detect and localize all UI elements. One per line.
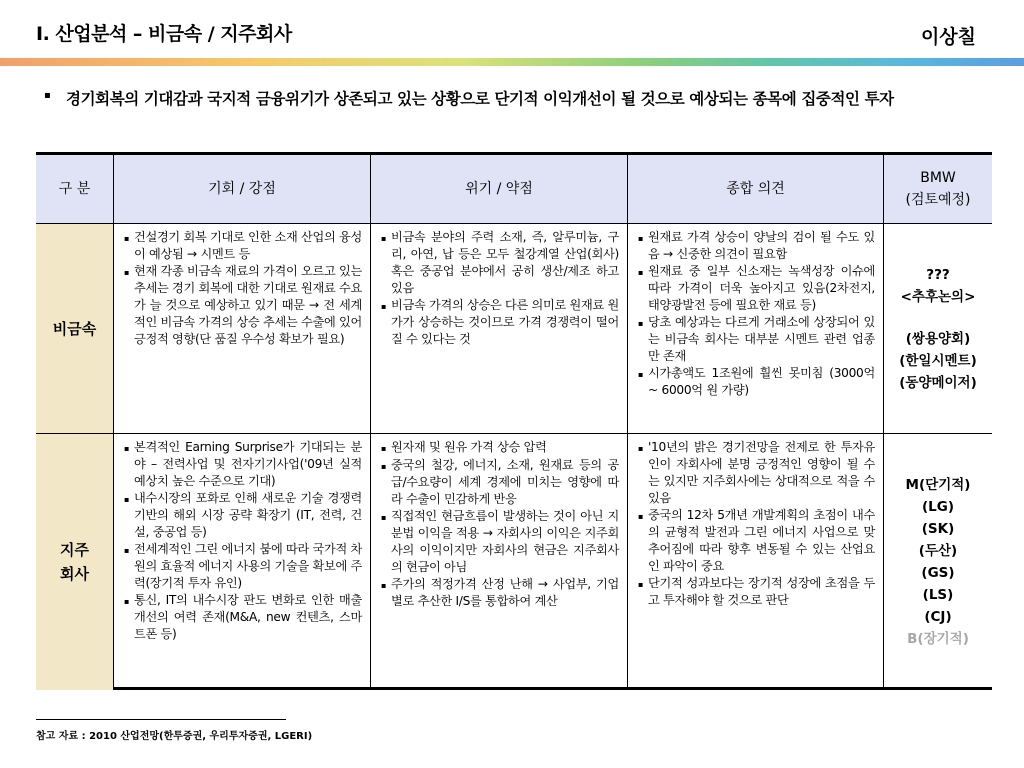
table-header-row (36, 155, 992, 224)
bullet-icon: ▪ (381, 462, 387, 471)
bmw-item: M(단기적) (905, 477, 971, 493)
bullet-item (381, 297, 619, 348)
bmw-item: (한일시멘트) (899, 352, 977, 369)
bullet-text: '10년의 밝은 경기전망을 전제로 한 투자유인이 자회사에 분명 긍정적인 영향이 될 수는 있지만 지주회사에는 상대적으로 적을 수 있음 (648, 440, 875, 505)
bullet-text: 비금속 분야의 주력 소재, 즉, 알루미늄, 구리, 아연, 납 등은 모두 철강계열 산업(회사) 혹은 중공업 분야에서 공히 생산/제조 하고 있음 (391, 230, 619, 295)
bullet-text: 원재료 중 일부 신소재는 녹색성장 이슈에 따라 가격이 더욱 높아지고 있음(2차전지, 태양광발전 등에 필요한 재료 등) (648, 264, 875, 312)
bullet-text: 중국의 철강, 에너지, 소재, 원재료 등의 공급/수요량이 세계 경제에 미치는 영향에 따라 수출이 민감하게 반응 (391, 458, 619, 506)
bmw-item: (GS) (921, 565, 955, 581)
bullet-text: 비금속 가격의 상승은 다른 의미로 원재료 원가가 상승하는 것이므로 가격 경쟁력이 떨어질 수 있다는 것 (391, 298, 619, 346)
bullet-icon: ▪ (124, 495, 130, 504)
bullet-icon: ▪ (638, 319, 644, 328)
intro-statement (44, 86, 984, 112)
bullet-item (381, 229, 619, 297)
header-bmw-line1: BMW (920, 170, 956, 186)
bullet-icon: ▪ (124, 268, 130, 277)
bullet-icon: ▪ (638, 580, 644, 589)
author-name: 이상칠 (920, 26, 976, 48)
bullet-icon: ▪ (381, 444, 387, 453)
bullet-text: 원자재 및 원유 가격 상승 압력 (391, 440, 547, 454)
bullet-item (638, 229, 875, 263)
bullet-item (381, 508, 619, 576)
bmw-item: (LS) (922, 587, 954, 603)
bullet-item (124, 263, 362, 348)
bullet-icon: ▪ (381, 581, 387, 590)
gradient-divider (0, 58, 1024, 66)
bmw-item-long-term: B(장기적) (907, 631, 969, 647)
bullet-icon: ▪ (124, 546, 130, 555)
bullet-icon: ▪ (638, 444, 644, 453)
holding-threat-cell (371, 434, 628, 690)
bullet-text: 시가총액도 1조원에 훨씬 못미침 (3000억 ~ 6000억 원 가량) (648, 366, 875, 397)
bullet-item (124, 490, 362, 541)
bullet-item (381, 457, 619, 508)
bmw-item: <추후논의> (900, 288, 976, 305)
row-label-holding: 지주 회사 (36, 434, 114, 690)
analysis-table (36, 152, 992, 690)
slide-title: Ⅰ. 산업분석 – 비금속 / 지주회사 (36, 23, 292, 45)
header-bmw (884, 155, 992, 223)
nonmetal-threat-cell (371, 224, 628, 433)
row-label-nonmetal: 비금속 (36, 224, 114, 433)
bullet-icon: ▪ (124, 444, 130, 453)
bullet-item (381, 439, 619, 457)
bullet-text: 통신, IT의 내수시장 판도 변화로 인한 매출개선의 여력 존재(M&A, new 컨텐츠, 스마트폰 등) (134, 593, 362, 641)
reference-note: 참고 자료 : 2010 산업전망(한투증권, 우리투자증권, LGERI) (36, 731, 313, 742)
header-category: 구 분 (36, 155, 114, 223)
bullet-text: 당초 예상과는 다르게 거래소에 상장되어 있는 비금속 회사는 대부분 시멘트 관련 업종만 존재 (648, 315, 875, 363)
bullet-icon: ▪ (381, 513, 387, 522)
bullet-text: 건설경기 회복 기대로 인한 소재 산업의 융성이 예상됨 → 시멘트 등 (134, 230, 362, 261)
table-row-nonmetal (36, 224, 992, 434)
bmw-item: (두산) (918, 543, 958, 559)
nonmetal-bmw-cell (884, 224, 992, 433)
bullet-item (124, 439, 362, 490)
header-opportunity: 기회 / 강점 (114, 155, 371, 223)
bullet-text: 전세계적인 그린 에너지 붐에 따라 국가적 차원의 효율적 에너지 사용의 기술을 확보에 주력(장기적 투자 유인) (134, 542, 362, 590)
bullet-text: 원재료 가격 상승이 양날의 검이 될 수도 있음 → 신중한 의견이 필요함 (648, 230, 875, 261)
bullet-icon: ▪ (381, 302, 387, 311)
bullet-item (124, 541, 362, 592)
bullet-icon: ▪ (638, 512, 644, 521)
intro-text: 경기회복의 기대감과 국지적 금융위기가 상존되고 있는 상황으로 단기적 이익개선이 될 것으로 예상되는 종목에 집중적인 투자 (66, 90, 894, 108)
bullet-text: 중국의 12차 5개년 개발계획의 초점이 내수의 균형적 발전과 그린 에너지 사업으로 맞추어짐에 따라 향후 변동될 수 있는 산업요인 파악이 중요 (648, 508, 875, 573)
header-threat: 위기 / 약점 (371, 155, 628, 223)
bullet-text: 주가의 적정가격 산정 난해 → 사업부, 기업별로 추산한 I/S를 통합하여 계산 (391, 577, 619, 608)
bullet-text: 단기적 성과보다는 장기적 성장에 초점을 두고 투자해야 할 것으로 판단 (648, 576, 875, 607)
bmw-item: (LG) (921, 499, 955, 515)
bullet-item (638, 365, 875, 399)
nonmetal-opportunity-cell (114, 224, 371, 433)
holding-bmw-cell (884, 434, 992, 690)
bmw-item: (SK) (921, 521, 955, 537)
bmw-item: (쌍용양회) (905, 330, 971, 347)
nonmetal-opinion-cell (628, 224, 884, 433)
bullet-item (638, 314, 875, 365)
bullet-icon: ▪ (638, 234, 644, 243)
bullet-icon: ▪ (124, 597, 130, 606)
bullet-item (638, 263, 875, 314)
bullet-icon: ▪ (638, 268, 644, 277)
bullet-text: 내수시장의 포화로 인해 새로운 기술 경쟁력 기반의 해외 시장 공략 확장기 (IT, 전력, 건설, 중공업 등) (134, 491, 362, 539)
header-bmw-line2: (검토예정) (905, 192, 971, 208)
bullet-item (124, 229, 362, 263)
holding-opinion-cell (628, 434, 884, 690)
bullet-item (381, 576, 619, 610)
bullet-icon: ▪ (124, 234, 130, 243)
bullet-text: 직접적인 현금흐름이 발생하는 것이 아닌 지분법 이익을 적용 → 자회사의 이익은 지주회사의 이익이지만 자회사의 현금은 지주회사의 현금이 아님 (391, 509, 619, 574)
table-row-holding (36, 434, 992, 690)
bmw-item: ??? (926, 266, 950, 283)
bmw-item: (동양메이저) (899, 374, 977, 391)
bullet-icon: ▪ (638, 370, 644, 379)
bullet-item (638, 575, 875, 609)
holding-opportunity-cell (114, 434, 371, 690)
header-opinion: 종합 의견 (628, 155, 884, 223)
bullet-icon: ▪ (381, 234, 387, 243)
bullet-text: 본격적인 Earning Surprise가 기대되는 분야 – 전력사업 및 전자기기사업('09년 실적 예상치 높은 수준으로 기대) (134, 440, 362, 488)
bullet-icon: ▪ (44, 90, 51, 101)
reference-divider (36, 719, 286, 720)
bullet-text: 현재 각종 비금속 재료의 가격이 오르고 있는 추세는 경기 회복에 대한 기대로 원재료 수요가 늘 것으로 예상하고 있기 때문 → 전 세계적인 비금속 가격의 상승 추세는 수출에 있어 긍정적 영향(단 품질 우수성 확보가 필요) (134, 264, 362, 346)
bullet-item (124, 592, 362, 643)
bullet-item (638, 507, 875, 575)
bmw-item: (CJ) (924, 609, 952, 625)
bullet-item (638, 439, 875, 507)
